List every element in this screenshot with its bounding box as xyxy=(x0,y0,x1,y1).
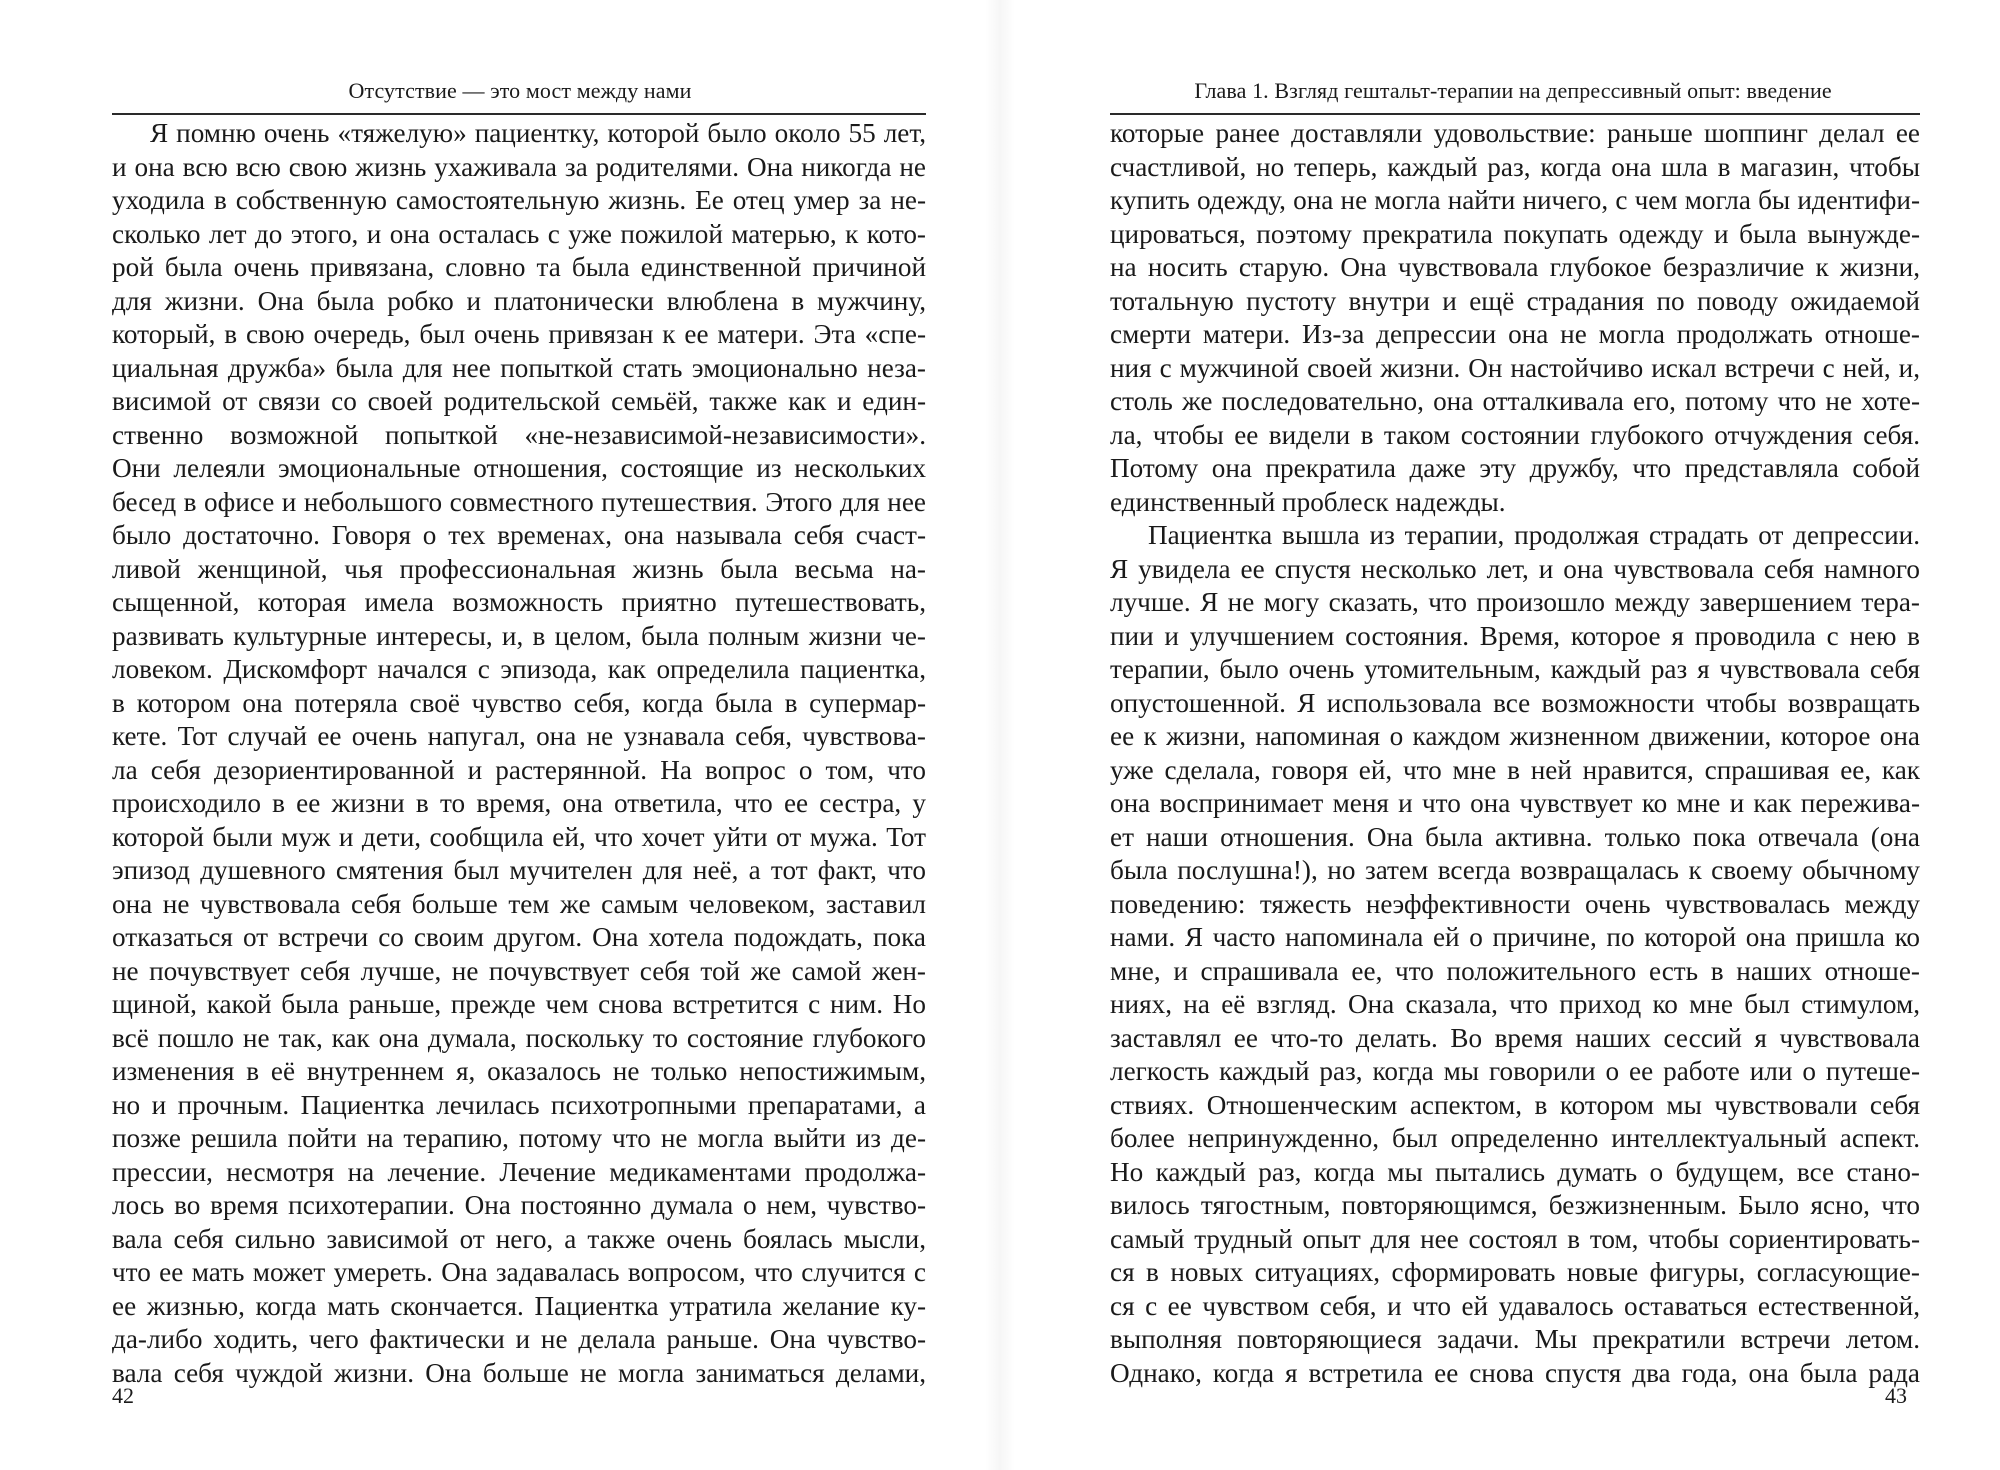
text-line: столь же последовательно, она отталкивала его, потому что не хоте- xyxy=(1110,386,1920,416)
text-line: смерти матери. Из-за депрессии она не могла продолжать отноше- xyxy=(1110,319,1920,349)
text-line: рой была очень привязана, словно та была единственной причиной xyxy=(112,252,926,282)
text-line: прессии, несмотря на лечение. Лечение медикаментами продолжа- xyxy=(112,1156,926,1187)
text-line: изменения в её внутреннем я, оказалось не только непостижимым, xyxy=(112,1056,926,1086)
text-line: на носить старую. Она чувствовала глубокое безразличие к жизни, xyxy=(1110,252,1920,282)
text-line: ла себя дезориентированной и растерянной. На вопрос о том, что xyxy=(112,754,926,785)
text-line: который, в свою очередь, был очень привязан к ее матери. Эта «спе- xyxy=(112,319,926,349)
text-line: Они лелеяли эмоциональные отношения, состоящие из нескольких xyxy=(112,453,926,483)
text-line: и она всю всю свою жизнь ухаживала за родителями. Она никогда не xyxy=(112,151,926,182)
text-line: циальная дружба» была для нее попыткой стать эмоционально неза- xyxy=(112,352,926,383)
text-line: отказаться от встречи со своим другом. Она хотела подождать, пока xyxy=(112,922,926,952)
text-line: заставлял ее что-то делать. Во время наших сессий я чувствовала xyxy=(1110,1022,1920,1053)
text-line: для жизни. Она была робко и платонически влюблена в мужчину, xyxy=(112,285,926,316)
text-line: ствиях. Отношенческим аспектом, в котором мы чувствовали себя xyxy=(1110,1089,1920,1120)
text-line: ниях, на её взгляд. Она сказала, что приход ко мне был стимулом, xyxy=(1110,989,1920,1019)
text-line: происходило в ее жизни в то время, она ответила, что ее сестра, у xyxy=(112,788,926,818)
text-line: единственный проблеск надежды. xyxy=(1110,486,1506,517)
text-line: нами. Я часто напоминала ей о причине, по которой она пришла ко xyxy=(1110,922,1920,952)
text-line: Пациентка вышла из терапии, продолжая страдать от депрессии. xyxy=(1148,520,1920,550)
text-line: позже решила пойти на терапию, потому что не могла выйти из де- xyxy=(112,1123,926,1153)
text-line: лось во время психотерапии. Она постоянно думала о нем, чувство- xyxy=(112,1190,926,1220)
text-line: сколько лет до этого, и она осталась с уже пожилой матерью, к кото- xyxy=(112,218,926,249)
text-line: купить одежду, она не могла найти ничего, с чем могла бы идентифи- xyxy=(1110,185,1920,215)
text-line: поведению: тяжесть неэффективности очень чувствовалась между xyxy=(1110,888,1920,919)
text-line: лучше. Я не могу сказать, что произошло между завершением тера- xyxy=(1110,587,1920,617)
left-body-text xyxy=(112,117,926,1390)
text-line: пии и улучшением состояния. Время, которое я проводила с нею в xyxy=(1110,620,1920,651)
text-line: уходила в собственную самостоятельную жизнь. Ее отец умер за не- xyxy=(112,185,926,215)
text-line: она не чувствовала себя больше тем же самым человеком, заставил xyxy=(112,888,926,919)
text-line: да-либо ходить, чего фактически и не делала раньше. Она чувство- xyxy=(112,1324,926,1354)
text-line: Я помню очень «тяжелую» пациентку, которой было около 55 лет, xyxy=(150,118,926,148)
right-page-number: 43 xyxy=(1885,1383,1907,1408)
text-line: цироваться, поэтому прекратила покупать одежду и была вынужде- xyxy=(1110,218,1920,249)
text-line: выполняя повторяющиеся задачи. Мы прекратили встречи летом. xyxy=(1110,1324,1920,1354)
text-line: всё пошло не так, как она думала, поскольку то состояние глубокого xyxy=(112,1022,926,1053)
text-line: ственно возможной попыткой «не-независимой-независимости». xyxy=(112,419,926,450)
left-page-number: 42 xyxy=(112,1383,134,1408)
text-line: не почувствует себя лучше, не почувствует себя той же самой жен- xyxy=(112,955,926,986)
text-line: кете. Тот случай ее очень напугал, она не узнавала себя, чувствова- xyxy=(112,721,926,751)
text-line: она воспринимает меня и что она чувствует ко мне и как пережива- xyxy=(1110,788,1920,818)
text-line: более непринужденно, был определенно интеллектуальный аспект. xyxy=(1110,1123,1920,1153)
text-line: но и прочным. Пациентка лечилась психотропными препаратами, а xyxy=(112,1089,926,1120)
text-line: Но каждый раз, когда мы пытались думать о будущем, все стано- xyxy=(1110,1156,1920,1187)
text-line: вала себя сильно зависимой от него, а также очень боялась мысли, xyxy=(112,1223,926,1254)
text-line: ливой женщиной, чья профессиональная жизнь была весьма на- xyxy=(112,553,926,584)
text-line: Потому она прекратила даже эту дружбу, что представляла собой xyxy=(1110,453,1920,483)
text-line: терапии, было очень утомительным, каждый раз я чувствовала себя xyxy=(1110,654,1920,684)
text-line: мне, и спрашивала ее, что положительного есть в наших отноше- xyxy=(1110,955,1920,986)
text-line: в котором она потеряла своё чувство себя, когда была в супермар- xyxy=(112,687,926,718)
text-line: вилось тягостным, повторяющимся, безжизненным. Было ясно, что xyxy=(1110,1190,1920,1220)
right-running-head: Глава 1. Взгляд гештальт-терапии на депрессивный опыт: введение xyxy=(1194,78,1832,103)
text-line: которые ранее доставляли удовольствие: раньше шоппинг делал ее xyxy=(1110,118,1920,148)
text-line: ловеком. Дискомфорт начался с эпизода, как определила пациентка, xyxy=(112,654,926,684)
left-header-rule xyxy=(112,113,926,115)
right-page xyxy=(1000,0,2000,1470)
left-running-head: Отсутствие — это мост между нами xyxy=(348,78,692,103)
text-line: ся в новых ситуациях, сформировать новые фигуры, согласующие- xyxy=(1110,1257,1920,1287)
text-line: ее жизнью, когда мать скончается. Пациентка утратила желание ку- xyxy=(112,1290,926,1321)
text-line: уже сделала, говоря ей, что мне в ней нравится, спрашивая ее, как xyxy=(1110,754,1920,785)
right-body-text xyxy=(1110,117,1920,1390)
text-line: была послушна!), но затем всегда возвращалась к своему обычному xyxy=(1110,855,1920,885)
text-line: ния с мужчиной своей жизни. Он настойчиво искал встречи с ней, и, xyxy=(1110,352,1920,383)
text-line: вала себя чуждой жизни. Она больше не могла заниматься делами, xyxy=(112,1357,926,1388)
text-line: висимой от связи со своей родительской семьёй, также как и един- xyxy=(112,386,926,416)
text-line: бесед в офисе и небольшого совместного путешествия. Этого для нее xyxy=(112,486,926,517)
text-line: самый трудный опыт для нее состоял в том, чтобы сориентировать- xyxy=(1110,1223,1920,1254)
text-line: которой были муж и дети, сообщила ей, что хочет уйти от мужа. Тот xyxy=(112,821,926,852)
text-line: счастливой, но теперь, каждый раз, когда она шла в магазин, чтобы xyxy=(1110,151,1920,182)
text-line: было достаточно. Говоря о тех временах, она называла себя счаст- xyxy=(112,520,926,550)
text-line: легкость каждый раз, когда мы говорили о ее работе или о путеше- xyxy=(1110,1056,1920,1086)
text-line: щиной, какой была раньше, прежде чем снова встретится с ним. Но xyxy=(112,989,926,1019)
text-line: ее к жизни, напоминая о каждом жизненном движении, которое она xyxy=(1110,721,1920,751)
text-line: ет наши отношения. Она была активна. только пока отвечала (она xyxy=(1110,821,1920,852)
text-line: развивать культурные интересы, и, в целом, была полным жизни че- xyxy=(112,620,926,651)
text-line: сыщенной, которая имела возможность приятно путешествовать, xyxy=(112,587,926,617)
text-line: ла, чтобы ее видели в таком состоянии глубокого отчуждения себя. xyxy=(1110,419,1920,450)
text-line: Однако, когда я встретила ее снова спустя два года, она была рада xyxy=(1110,1357,1920,1388)
text-line: опустошенной. Я использовала все возможности чтобы возвращать xyxy=(1110,687,1920,718)
text-line: эпизод душевного смятения был мучителен для неё, а тот факт, что xyxy=(112,855,926,885)
text-line: что ее мать может умереть. Она задавалась вопросом, что случится с xyxy=(112,1257,926,1287)
text-line: Я увидела ее спустя несколько лет, и она чувствовала себя намного xyxy=(1110,553,1920,584)
text-line: ся с ее чувством себя, и что ей удавалось оставаться естественной, xyxy=(1110,1290,1920,1321)
text-line: тотальную пустоту внутри и ещё страдания по поводу ожидаемой xyxy=(1110,285,1920,316)
right-header-rule xyxy=(1110,113,1920,115)
